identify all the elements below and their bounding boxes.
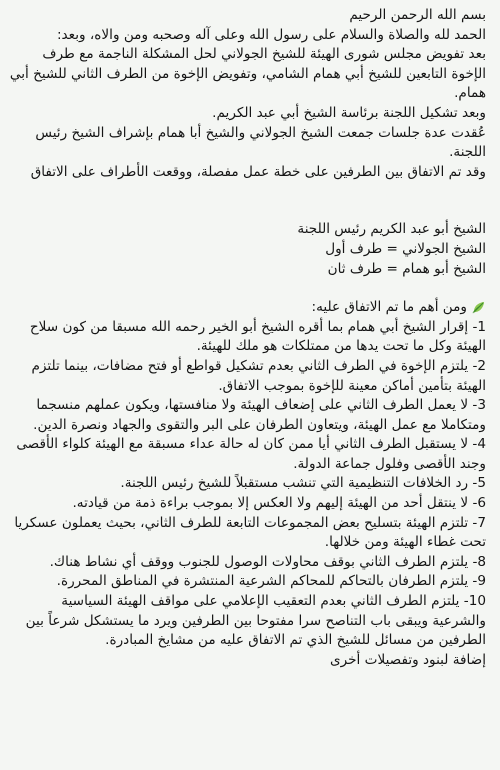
spacer (8, 182, 486, 201)
basmala: بسم الله الرحمن الرحيم (349, 7, 486, 23)
agreement-point: 9- يلتزم الطرفان بالتحاكم للمحاكم الشرعية المنتشرة في المناطق المحررة. (56, 573, 486, 590)
intro-paragraph: الحمد لله والصلاة والسلام على رسول الله وعلى آله وصحبه ومن والاه، وبعد: (56, 26, 486, 43)
intro-paragraph: عُقدت عدة جلسات جمعت الشيخ الجولاني والشيخ أبا همام بإشراف الشيخ رئيس اللجنة. (35, 124, 486, 161)
signatory-first-party: الشيخ الجولاني = طرف أول (325, 240, 486, 257)
footer-note: إضافة لبنود وتفصيلات أخرى (330, 651, 486, 668)
leaf-icon (471, 300, 486, 315)
agreement-point: 4- لا يستقبل الطرف الثاني أيا ممن كان له حالة عداء مسبقة مع الهيئة كلواء الأقصى وجند الأقصى وفلول جماعة الدولة. (16, 436, 486, 472)
agreement-point: 8- يلتزم الطرف الثاني بوقف محاولات الوصول للجنوب ووقف أي نشاط هناك. (49, 553, 486, 570)
intro-paragraph: وقد تم الاتفاق بين الطرفين على خطة عمل مفصلة، ووقعت الأطراف على الاتفاق (30, 163, 486, 180)
agreement-point: 3- لا يعمل الطرف الثاني على إضعاف الهيئة ولا منافستها، ويكون عملهم منسجما ومتكاملا مع عمل الهيئة، ويتعاون الطرفان على البر والتقوى والجهاد ونصرة الدين. (33, 397, 486, 433)
signatory-committee-head: الشيخ أبو عبد الكريم رئيس اللجنة (297, 221, 486, 238)
signatories (8, 220, 486, 279)
agreement-point: 10- يلتزم الطرف الثاني بعدم التعقيب الإعلامي على مواقف الهيئة السياسية والشرعية ويبقى باب التناصح سرا مفتوحا بين الطرفين ويرد ما يستشكل شرعاً بين الطرفين من مسائل للشيخ الذي تم الاتفاق عليه من مشايخ المبادرة. (25, 593, 486, 649)
agreement-point: 7- تلتزم الهيئة بتسليح بعض المجموعات التابعة للطرف الثاني، بحيث يعملون عسكريا تحت غطاء الهيئة ومن خلالها. (14, 514, 486, 551)
spacer (8, 279, 486, 298)
intro-paragraph: بعد تفويض مجلس شورى الهيئة للشيخ الجولاني لحل المشكلة الناجمة مع طرف الإخوة التابعين للشيخ أبي همام الشامي، وتفويض الإخوة من الطرف الثاني للشيخ أبي همام. (9, 46, 486, 102)
agreement-points (8, 318, 486, 651)
spacer (8, 201, 486, 220)
signatory-second-party: الشيخ أبو همام = طرف ثان (327, 260, 486, 277)
intro-paragraph: وبعد تشكيل اللجنة برئاسة الشيخ أبي عبد الكريم. (212, 104, 486, 121)
points-heading (8, 298, 486, 318)
agreement-point: 2- يلتزم الإخوة في الطرف الثاني بعدم تشكيل قواطع أو فتح مضافات، بينما تلتزم الهيئة بتأمين أماكن معينة للإخوة بموجب الاتفاق. (31, 357, 486, 394)
agreement-point: 6- لا ينتقل أحد من الهيئة إليهم ولا العكس إلا بموجب براءة ذمة من قيادته. (72, 495, 486, 512)
points-title: ومن أهم ما تم الاتفاق عليه: (311, 299, 467, 316)
agreement-point: 1- إقرار الشيخ أبي همام بما أقره الشيخ أبو الخير رحمه الله مسبقا من كون سلاح الهيئة وكل ما تحت يدها من ممتلكات هو ملك للهيئة. (29, 318, 486, 355)
agreement-point: 5- رد الخلافات التنظيمية التي تنشب مستقبلاً للشيخ رئيس اللجنة. (120, 475, 486, 492)
